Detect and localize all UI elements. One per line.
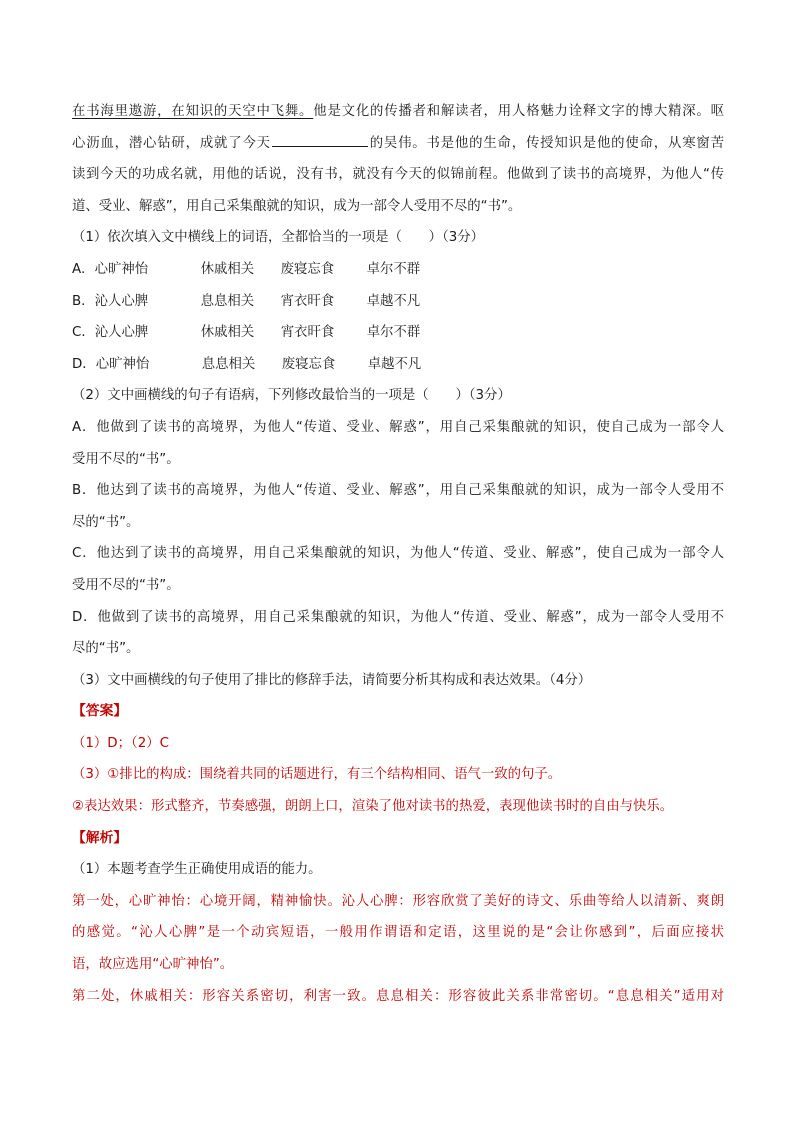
option-word: 卓越不凡 xyxy=(366,293,421,309)
answer-1-2: （1）D；（2）C xyxy=(72,735,169,751)
answer-header: 【答案】 xyxy=(72,703,128,720)
option-word: 卓越不凡 xyxy=(367,356,422,372)
q2-option-a-line-2: 受用不尽的“书”。 xyxy=(72,451,180,467)
q2-option-c-line-1: C．他达到了读书的高境界，用自己采集酿就的知识，为他人“传道、受业、解惑”，使自己成为一部令人 xyxy=(72,546,724,562)
q2-option-b-line-2: 尽的“书”。 xyxy=(72,514,140,530)
option-word: 废寝忘食 xyxy=(281,356,336,372)
option-label: A． xyxy=(72,261,95,277)
option-label: C． xyxy=(72,325,95,341)
q1-option-b xyxy=(72,286,724,318)
q1-option-c xyxy=(72,317,724,349)
question-1-stem: （1）依次填入文中横线上的词语，全都恰当的一项是（ ）（3分） xyxy=(72,230,485,246)
passage-line-3: 读到今天的功成名就，用他的话说，没有书，就没有今天的似锦前程。他做到了读书的高境界，为他人“传 xyxy=(72,167,724,183)
answer-3-structure: （3）①排比的构成：围绕着共同的话题进行，有三个结构相同、语气一致的句子。 xyxy=(72,767,562,783)
option-word: 心旷神怡 xyxy=(95,356,150,372)
option-word: 宵衣旰食 xyxy=(280,293,335,309)
option-word: 息息相关 xyxy=(201,356,256,372)
option-word: 沁人心脾 xyxy=(94,293,149,309)
q2-option-c-line-2: 受用不尽的“书”。 xyxy=(72,577,180,593)
q1-option-a xyxy=(72,254,724,286)
option-label: D． xyxy=(72,356,96,372)
option-label: B． xyxy=(72,293,95,309)
option-word: 心旷神怡 xyxy=(94,261,149,277)
option-word: 卓尔不群 xyxy=(366,325,421,341)
q1-option-d xyxy=(72,349,724,381)
q2-option-d-line-1: D．他做到了读书的高境界，用自己采集酿就的知识，为他人“传道、受业、解惑”，成为一部令人受用不 xyxy=(72,609,724,625)
option-word: 息息相关 xyxy=(200,293,255,309)
option-word: 休戚相关 xyxy=(200,325,255,341)
passage-line-1: 在书海里遨游，在知识的天空中飞舞。他是文化的传播者和解读者，用人格魅力诠释文字的博大精深。呕 xyxy=(72,104,725,119)
option-word: 宵衣旰食 xyxy=(280,325,335,341)
option-word: 休戚相关 xyxy=(200,261,255,277)
question-2-stem: （2）文中画横线的句子有语病，下列修改最恰当的一项是（ ）（3分） xyxy=(72,388,511,404)
analysis-intro: （1）本题考查学生正确使用成语的能力。 xyxy=(72,862,322,878)
passage-line-4: 道、受业、解惑”，用自己采集酿就的知识，成为一部令人受用不尽的“书”。 xyxy=(72,198,522,214)
analysis-first-line-1: 第一处，心旷神怡：心境开阔，精神愉快。沁人心脾：形容欣赏了美好的诗文、乐曲等给人以清新、爽朗 xyxy=(72,893,724,909)
option-word: 沁人心脾 xyxy=(94,325,149,341)
analysis-second-line-1: 第二处，休戚相关：形容关系密切，利害一致。息息相关：形容彼此关系非常密切。“息息相关”适用对 xyxy=(72,988,724,1004)
passage-line-2: 心沥血，潜心钻研，成就了今天 的吴伟。书是他的生命，传授知识是他的使命，从寒窗苦 xyxy=(72,128,724,160)
analysis-header: 【解析】 xyxy=(72,829,128,846)
analysis-first-line-2: 的感觉。“沁人心脾”是一个动宾短语，一般用作谓语和定语，这里说的是“会让你感到”，后面应接状 xyxy=(72,925,724,941)
option-word: 废寝忘食 xyxy=(280,261,335,277)
q2-option-b-line-1: B．他达到了读书的高境界，为他人“传道、受业、解惑”，用自己采集酿就的知识，成为一部令人受用不 xyxy=(72,483,724,499)
q2-option-a-line-1: A．他做到了读书的高境界，为他人“传道、受业、解惑”，用自己采集酿就的知识，使自己成为一部令人 xyxy=(72,419,724,435)
fill-blank xyxy=(272,132,368,147)
question-3-stem: （3）文中画横线的句子使用了排比的修辞手法，请简要分析其构成和表达效果。（4分） xyxy=(72,672,592,688)
answer-3-effect: ②表达效果：形式整齐，节奏感强，朗朗上口，渲染了他对读书的热爱，表现他读书时的自由与快乐。 xyxy=(72,799,674,815)
q2-option-d-line-2: 尽的“书”。 xyxy=(72,641,140,657)
analysis-first-line-3: 语，故应选用“心旷神怡”。 xyxy=(72,957,234,973)
document-page xyxy=(72,96,724,1012)
underlined-sentence: 在书海里遨游，在知识的天空中飞舞。 xyxy=(72,104,314,119)
option-word: 卓尔不群 xyxy=(366,261,421,277)
